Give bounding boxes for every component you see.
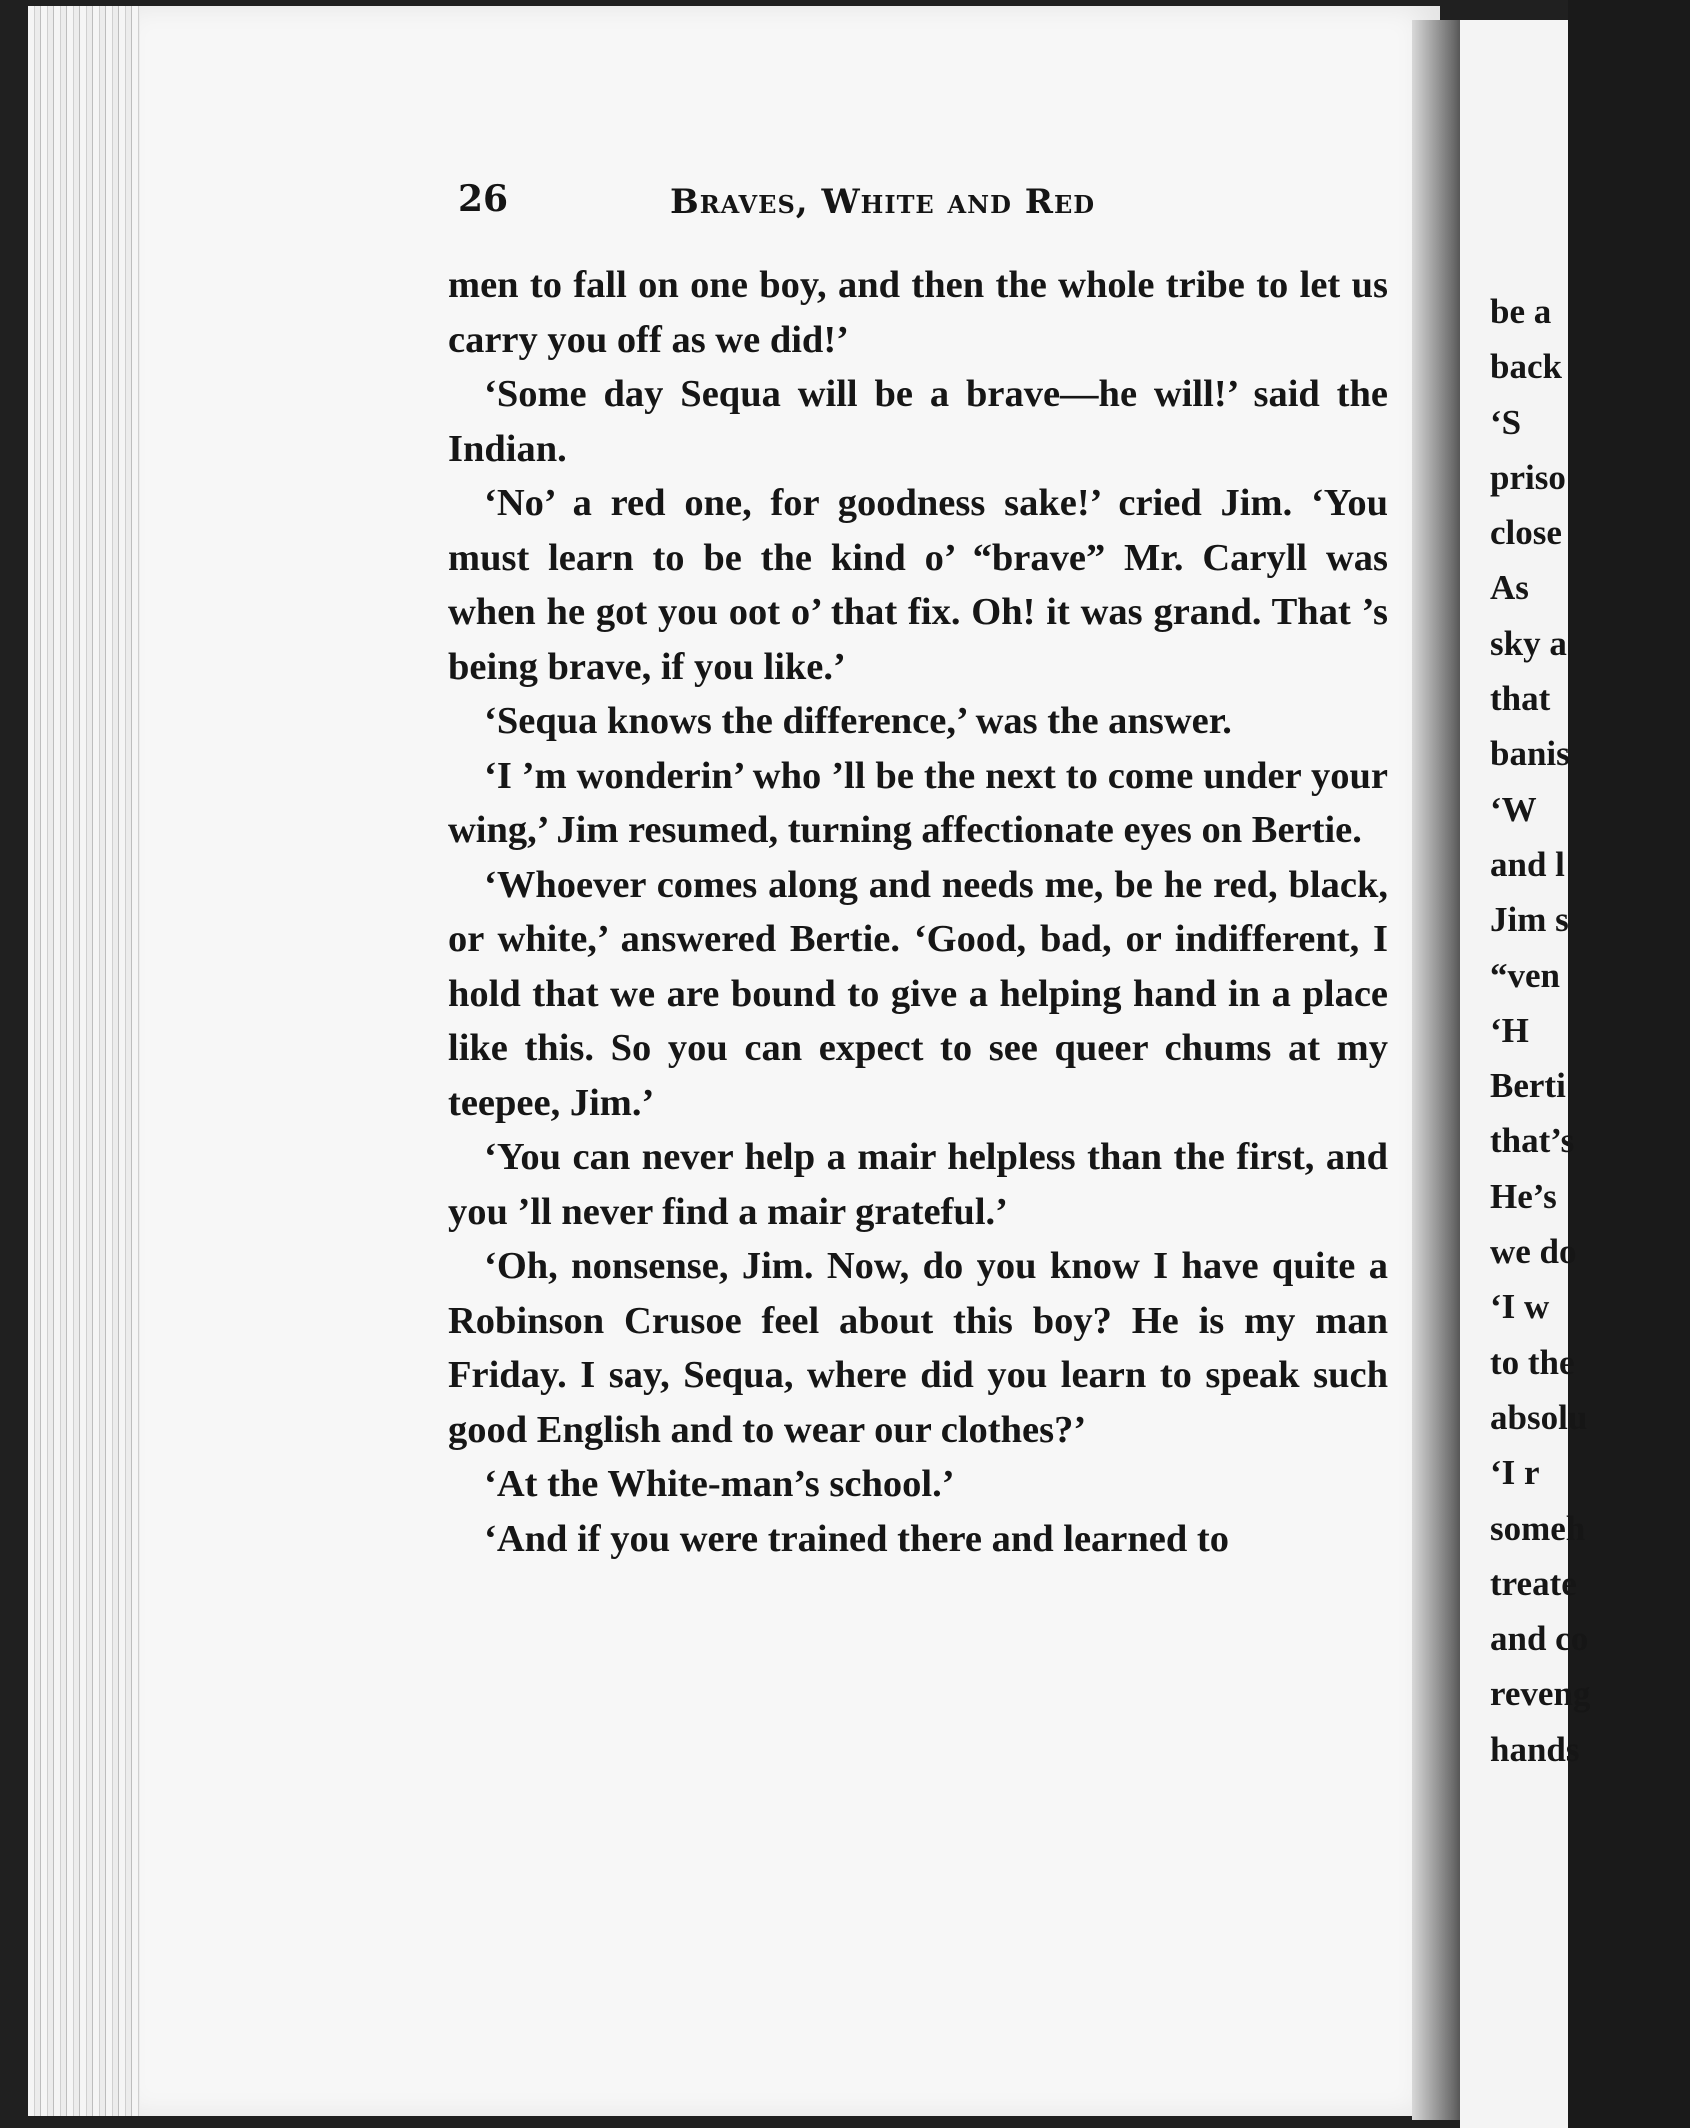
facing-line-fragment: back — [1490, 347, 1562, 387]
facing-line-fragment: As — [1490, 568, 1529, 608]
facing-line-fragment: to the — [1490, 1342, 1575, 1382]
facing-line-fragment: priso — [1490, 457, 1566, 497]
facing-line-fragment: reveng — [1490, 1674, 1591, 1714]
paragraph: ‘And if you were trained there and learned to — [484, 1517, 1229, 1560]
facing-line-fragment: treate — [1490, 1563, 1577, 1603]
facing-line-fragment: ‘S — [1490, 402, 1522, 442]
facing-line-fragment: someh — [1490, 1508, 1586, 1548]
facing-page-text — [1490, 284, 1690, 1777]
facing-line-fragment: close — [1490, 513, 1562, 553]
facing-line-fragment: banis — [1490, 734, 1570, 774]
facing-line-fragment: ‘I w — [1490, 1287, 1550, 1327]
facing-line-fragment: absolu — [1490, 1397, 1588, 1437]
facing-line-fragment: Jim s — [1490, 900, 1569, 940]
paragraph: ‘I ’m wonderin’ who ’ll be the next to come under your wing,’ Jim resumed, turning affectionate eyes on Bertie. — [448, 754, 1388, 851]
facing-line-fragment: be a — [1490, 292, 1552, 331]
facing-line-fragment: that’s — [1490, 1121, 1575, 1161]
facing-line-fragment: and l — [1490, 844, 1565, 884]
facing-line-fragment: we do — [1490, 1232, 1577, 1272]
facing-line-fragment: that — [1490, 679, 1551, 719]
facing-line-fragment: sky a — [1490, 623, 1567, 663]
paragraph: men to fall on one boy, and then the whole tribe to let us carry you off as we did!’ — [448, 264, 1388, 361]
paragraph: ‘Sequa knows the difference,’ was the answer. — [484, 700, 1232, 742]
paragraph: ‘Some day Sequa will be a brave—he will!’ said the Indian. — [448, 373, 1388, 470]
facing-line-fragment: “ven — [1490, 955, 1560, 995]
facing-line-fragment: and co — [1490, 1619, 1589, 1659]
paragraph: ‘You can never help a mair helpless than the first, and you ’ll never find a mair grateful.’ — [448, 1136, 1388, 1233]
paragraph: ‘At the White-man’s school.’ — [484, 1463, 955, 1505]
page-number: 26 — [458, 178, 509, 220]
facing-line-fragment: ‘H — [1490, 1010, 1529, 1050]
facing-line-fragment: hands — [1490, 1729, 1580, 1769]
running-head: Braves, White and Red — [670, 182, 1096, 222]
paragraph: ‘Whoever comes along and needs me, be he red, black, or white,’ answered Bertie. ‘Good, bad, or indifferent, I hold that we are bound to give a helping hand in a place like this. So you can expect to see queer chums at my teepee, Jim.’ — [448, 863, 1388, 1124]
facing-line-fragment: He’s — [1490, 1176, 1557, 1216]
facing-line-fragment: ‘I r — [1490, 1453, 1540, 1493]
page-body — [448, 258, 1388, 1566]
facing-line-fragment: ‘W — [1490, 789, 1537, 829]
facing-line-fragment: Berti — [1490, 1066, 1566, 1106]
paragraph: ‘Oh, nonsense, Jim. Now, do you know I have quite a Robinson Crusoe feel about this boy? He is my man Friday. I say, Sequa, where did you learn to speak such good English and to wear our clothes?’ — [448, 1245, 1388, 1451]
page-edges — [28, 6, 148, 2116]
paragraph: ‘No’ a red one, for goodness sake!’ cried Jim. ‘You must learn to be the kind o’ “brave” Mr. Caryll was when he got you oot o’ that fix. Oh! it was grand. That ’s being brave, if you like.’ — [448, 482, 1388, 688]
